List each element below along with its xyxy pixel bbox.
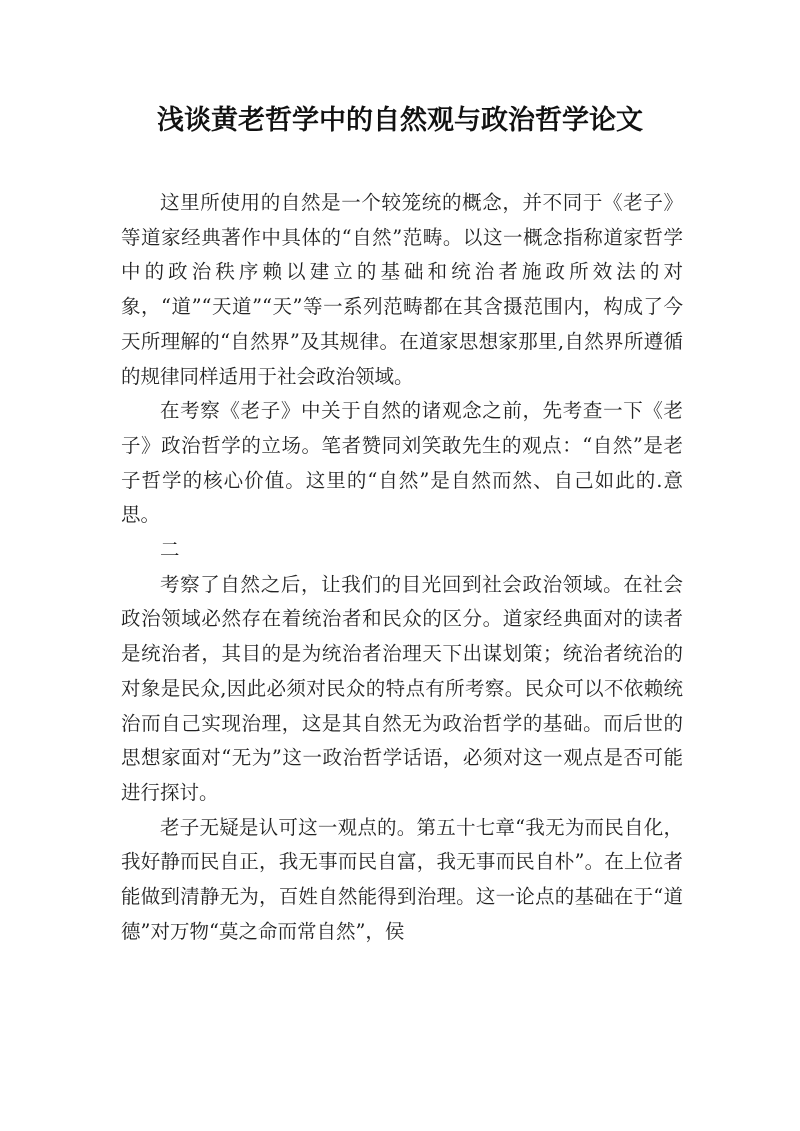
paragraph-1: 这里所使用的自然是一个较笼统的概念，并不同于《老子》等道家经典著作中具体的“自然”范畴。以这一概念指称道家哲学中的政治秩序赖以建立的基础和统治者施政所效法的对象，“道”“天道”“天”等一系列范畴都在其含摄范围内，构成了今天所理解的“自然界”及其规律。在道家思想家那里,自然界所遵循的规律同样适用于社会政治领域。	[121, 191, 683, 388]
paragraph-2: 在考察《老子》中关于自然的诸观念之前，先考查一下《老子》政治哲学的立场。笔者赞同刘笑敢先生的观点：“自然”是老子哲学的核心价值。这里的“自然”是自然而然、自己如此的.意思。	[121, 399, 683, 527]
document-title: 浅谈黄老哲学中的自然观与政治哲学论文	[157, 105, 643, 136]
paragraph-3: 考察了自然之后，让我们的目光回到社会政治领域。在社会政治领域必然存在着统治者和民众的区分。道家经典面对的读者是统治者，其目的是为统治者治理天下出谋划策；统治者统治的对象是民众,因此必须对民众的特点有所考察。民众可以不依赖统治而自己实现治理，这是其自然无为政治哲学的基础。而后世的思想家面对“无为”这一政治哲学话语，必须对这一观点是否可能进行探讨。	[121, 572, 683, 804]
document-body	[121, 186, 683, 949]
section-heading: 二	[160, 538, 180, 562]
paragraph-4: 老子无疑是认可这一观点的。第五十七章“我无为而民自化，我好静而民自正，我无事而民自富，我无事而民自朴”。在上位者能做到清静无为，百姓自然能得到治理。这一论点的基础在于“道德”对万物“莫之命而常自然”，侯	[121, 815, 683, 943]
